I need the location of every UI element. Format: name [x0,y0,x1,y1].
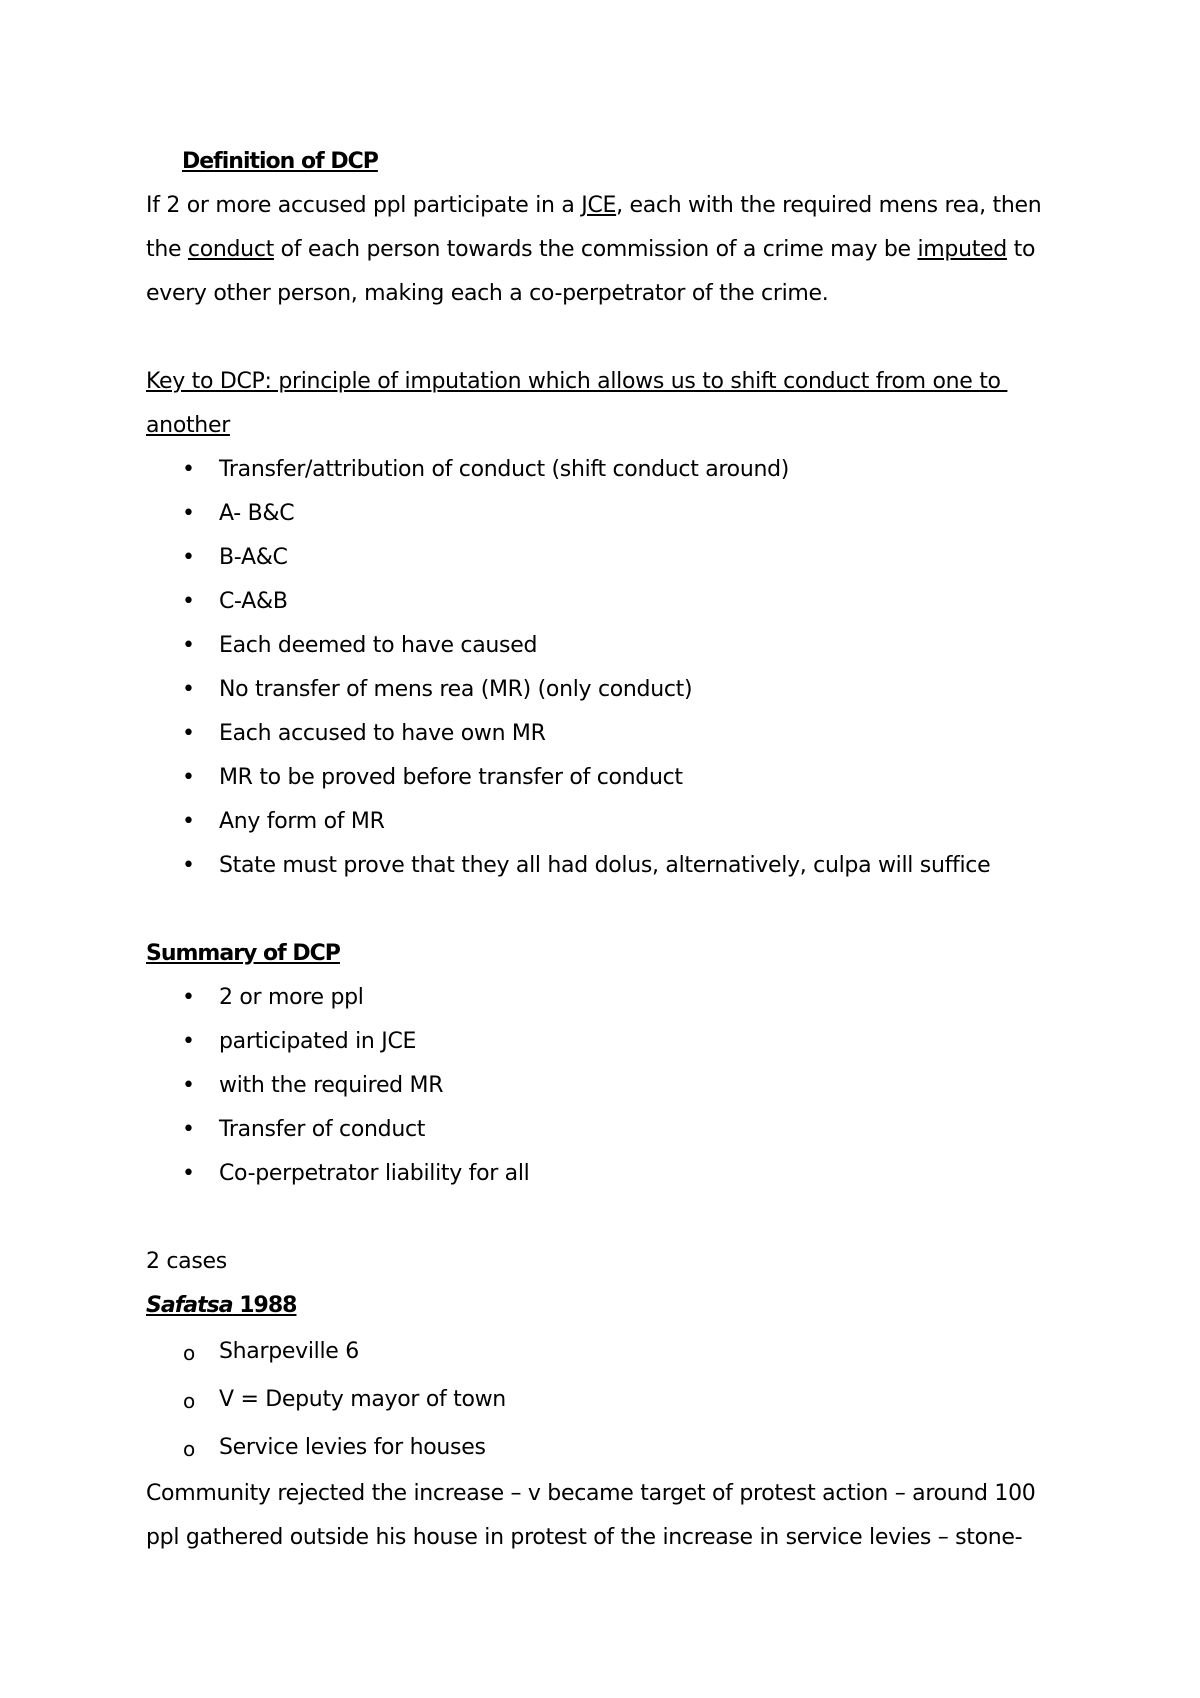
key-bullet-list [146,448,1066,888]
list-item: • Any form of MR [146,800,1066,844]
definition-text-6: every other person, making each a co-perpetrator of the crime. [146,281,829,306]
imputed-term: imputed [917,237,1007,262]
definition-text-4: of each person towards the commission of a crime may be [273,237,918,262]
narrative-line-2: ppl gathered outside his house in protest of the increase in service levies – stone- [146,1525,1023,1550]
list-item: • Co-perpetrator liability for all [146,1152,1066,1196]
list-item: • State must prove that they all had dolus, alternatively, culpa will suffice [146,844,1066,888]
case-sub-list [146,1328,1066,1472]
summary-bullet-list [146,976,1066,1196]
definition-text-5: to [1006,237,1036,262]
summary-heading: Summary of DCP [146,941,340,966]
key-line-1: Key to DCP: principle of imputation which allows us to shift conduct from one to [146,369,1008,394]
list-item: • with the required MR [146,1064,1066,1108]
definition-heading: Definition of DCP [182,149,378,174]
list-item: • B-A&C [146,536,1066,580]
list-item: • participated in JCE [146,1020,1066,1064]
spacer [146,888,1066,932]
list-item: • Transfer/attribution of conduct (shift conduct around) [146,448,1066,492]
definition-text-1: If 2 or more accused ppl participate in a [146,193,582,218]
conduct-term: conduct [187,237,274,262]
list-item: o Sharpeville 6 [146,1328,1066,1376]
case-narrative [146,1472,1066,1560]
definition-text-2: , each with the required mens rea, then [616,193,1042,218]
spacer [146,1196,1066,1240]
narrative-line-1: Community rejected the increase – v became target of protest action – around 100 [146,1481,1036,1506]
list-item: • Each deemed to have caused [146,624,1066,668]
key-line-2: another [146,413,230,438]
document-content [146,140,1066,1560]
list-item: • 2 or more ppl [146,976,1066,1020]
list-item: • No transfer of mens rea (MR) (only conduct) [146,668,1066,712]
jce-term: JCE [581,193,617,218]
case-name: Safatsa [146,1293,233,1318]
spacer [146,316,1066,360]
list-item: • Transfer of conduct [146,1108,1066,1152]
case-title [146,1284,1066,1328]
list-item: o Service levies for houses [146,1424,1066,1472]
case-year: 1988 [232,1293,297,1318]
definition-text-3: the [146,237,188,262]
list-item: • C-A&B [146,580,1066,624]
key-to-dcp [146,360,1066,448]
list-item: o V = Deputy mayor of town [146,1376,1066,1424]
cases-intro: 2 cases [146,1249,227,1274]
list-item: • A- B&C [146,492,1066,536]
list-item: • Each accused to have own MR [146,712,1066,756]
list-item: • MR to be proved before transfer of conduct [146,756,1066,800]
definition-paragraph [146,184,1066,316]
